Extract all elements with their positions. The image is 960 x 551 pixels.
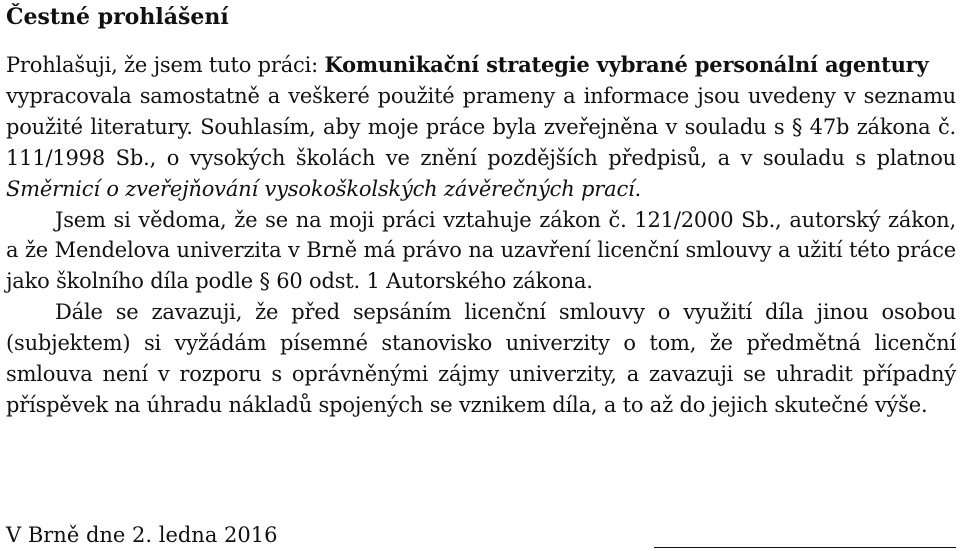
paragraph-originality-end: . [634, 176, 642, 201]
signature-footer [6, 520, 956, 550]
place-date: V Brně dne 2. ledna 2016 [6, 523, 278, 547]
declaration-body [6, 50, 956, 421]
paragraph-originality-text: vypracovala samostatně a veškeré použité prameny a informace jsou uvedeny v seznamu použité literatury. Souhlasím, aby moje práce byla zveřejněna v souladu s § 47b zákona č. 111/1998 Sb., o vysokých školách ve znění pozdějších předpisů, a v souladu s platnou [6, 83, 956, 170]
intro-lead: Prohlašuji, že jsem tuto práci: [6, 53, 325, 77]
signature-line [654, 547, 956, 548]
thesis-title: Komunikační strategie vybrané personální agentury [324, 52, 929, 77]
intro-paragraph [6, 50, 956, 81]
paragraph-copyright: Jsem si vědoma, že se na moji práci vztahuje zákon č. 121/2000 Sb., autorský zákon, a že Mendelova univerzita v Brně má právo na uzavření licenční smlouvy a užití této práce jako školního díla podle § 60 odst. 1 Autorského zákona. [6, 207, 956, 294]
paragraph-originality [6, 81, 956, 205]
page-title: Čestné prohlášení [6, 4, 229, 30]
paragraph-license: Dále se zavazuji, že před sepsáním licenční smlouvy o využití díla jinou osobou (subjektem) si vyžádám písemné stanovisko univerzity o tom, že předmětná licenční smlouva není v rozporu s oprávněnými zájmy univerzity, a zavazuji se uhradit případný příspěvek na úhradu nákladů spojených se vznikem díla, a to až do jejich skutečné výše. [6, 300, 956, 417]
directive-name: Směrnicí o zveřejňování vysokoškolských závěrečných prací [6, 176, 635, 201]
